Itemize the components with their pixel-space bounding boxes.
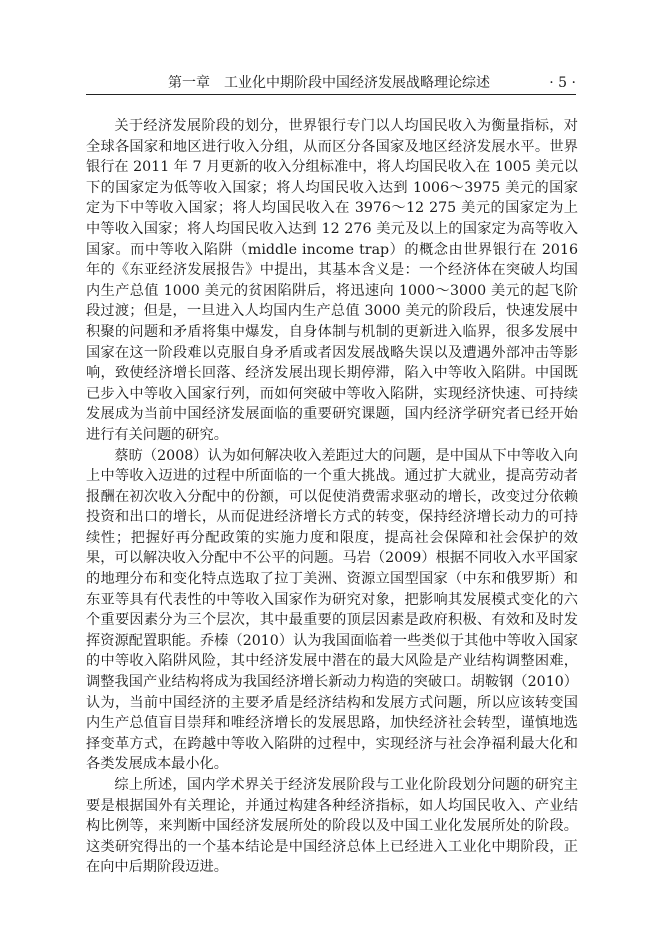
paragraph-summary: 综上所述，国内学术界关于经济发展阶段与工业化阶段划分问题的研究主要是根据国外有关理论，并通过构建各种经济指标，如人均国民收入、产业结构比例等，来判断中国经济发展所处的阶段以及中国工业化发展所处的阶段。这类研究得出的一个基本结论是中国经济总体上已经进入工业化中期阶段，正在向中后期阶段迈进。 [86,777,578,876]
running-header [86,74,576,95]
page-number: · 5 · [549,75,576,91]
body-text [86,116,578,878]
chapter-title: 第一章 工业化中期阶段中国经济发展战略理论综述 [168,75,490,91]
paragraph-literature-review: 蔡昉（2008）认为如何解决收入差距过大的问题，是中国从下中等收入向上中等收入迈进的过程中所面临的一个重大挑战。通过扩大就业，提高劳动者报酬在初次收入分配中的份额，可以促使消费需求驱动的增长，改变过分依赖投资和出口的增长，从而促进经济增长方式的转变，保持经济增长动力的可持续性；把握好再分配政策的实施力度和限度，提高社会保障和社会保护的效果，可以解决收入分配中不公平的问题。马岩（2009）根据不同收入水平国家的地理分布和变化特点选取了拉丁美洲、资源立国型国家（中东和俄罗斯）和东亚等具有代表性的中等收入国家作为研究对象，把影响其发展模式变化的六个重要因素分为三个层次，其中最重要的顶层因素是政府积极、有效和及时发挥资源配置职能。乔榛（2010）认为我国面临着一些类似于其他中等收入国家的中等收入陷阱风险，其中经济发展中潜在的最大风险是产业结构调整困难，调整我国产业结构将成为我国经济增长新动力构造的突破口。胡鞍钢（2010）认为，当前中国经济的主要矛盾是经济结构和发展方式问题，所以应该转变国内生产总值盲目崇拜和唯经济增长的发展思路，加快经济社会转型，谨慎地选择变革方式，在跨越中等收入陷阱的过程中，实现经济与社会净福利最大化和各类发展成本最小化。 [86,447,578,773]
paragraph-income-classification: 关于经济发展阶段的划分，世界银行专门以人均国民收入为衡量指标，对全球各国家和地区进行收入分组，从而区分各国家及地区经济发展水平。世界银行在 2011 年 7 月更新的收入分组标准中，将人均国民收入在 1005 美元以下的国家定为低等收入国家；将人均国民收入达到 1006～3975 美元的国家定为下中等收入国家；将人均国民收入在 3976～12 275 美元的国家定为上中等收入国家；将人均国民收入达到 12 276 美元及以上的国家定为高等收入国家。而中等收入陷阱（middle income trap）的概念由世界银行在 2016 年的《东亚经济发展报告》中提出，其基本含义是：一个经济体在突破人均国内生产总值 1000 美元的贫困陷阱后，将迅速向 1000～3000 美元的起飞阶段过渡；但是，一旦进入人均国内生产总值 3000 美元的阶段后，快速发展中积聚的问题和矛盾将集中爆发，自身体制与机制的更新进入临界，很多发展中国家在这一阶段难以克服自身矛盾或者因发展战略失误以及遭遇外部冲击等影响，致使经济增长回落、经济发展出现长期停滞，陷入中等收入陷阱。中国既已步入中等收入国家行列，而如何突破中等收入陷阱，实现经济快速、可持续发展成为当前中国经济发展面临的重要研究课题，国内经济学研究者已经开始进行有关问题的研究。 [86,118,578,443]
